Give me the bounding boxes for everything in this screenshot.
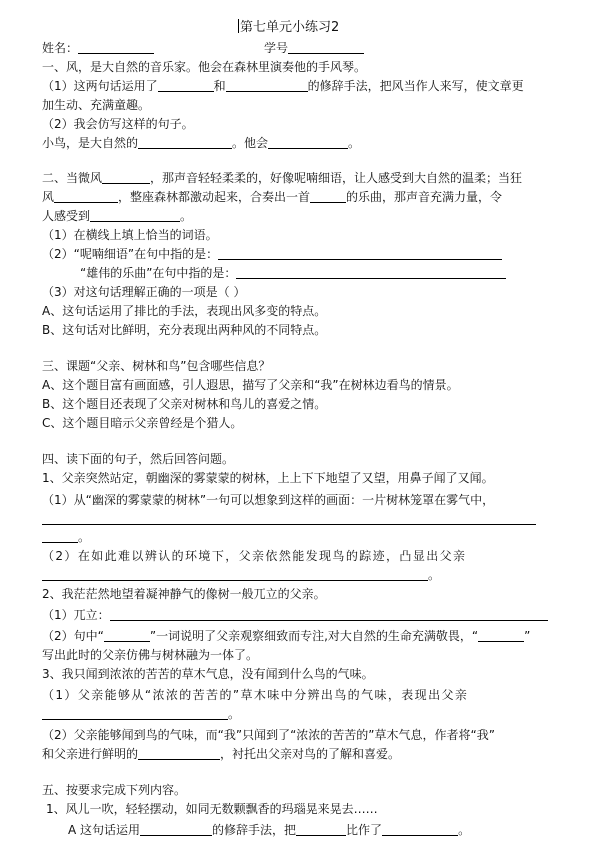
s4-p1-q2-end bbox=[42, 567, 440, 583]
s2-option-a: A、这句话运用了排比的手法，表现出风多变的特点。 bbox=[42, 304, 327, 318]
s4-p1-q2-end-text: 。 bbox=[428, 568, 441, 582]
s3-option-b: B、这个题目还表现了父亲对树林和鸟儿的喜爱之情。 bbox=[42, 397, 327, 411]
name-blank[interactable] bbox=[78, 41, 154, 54]
s5-a-text-d: 。 bbox=[458, 823, 471, 837]
s2-q2b bbox=[80, 265, 506, 281]
s4-p2-q1 bbox=[42, 607, 548, 623]
name-label: 姓名： bbox=[42, 41, 79, 55]
s5-a-text-b: 的修辞手法，把 bbox=[212, 823, 297, 837]
s4-p1-q1-end-text: 。 bbox=[78, 530, 91, 544]
s1-q2-line bbox=[42, 135, 360, 151]
s4-p1: 1、父亲突然站定，朝幽深的雾蒙蒙的树林，上上下下地望了又望，用鼻子闻了又闻。 bbox=[42, 471, 494, 485]
s4-p3-q2-blank[interactable] bbox=[138, 747, 220, 760]
text-cursor bbox=[238, 19, 239, 33]
s2-text-e: 的乐曲，那声音充满力量，令 bbox=[346, 190, 503, 204]
s3-option-c: C、这个题目暗示父亲曾经是个猎人。 bbox=[42, 416, 243, 430]
s4-p3-q2-text-a: 和父亲进行鲜明的 bbox=[42, 747, 139, 761]
s2-q2a-text: （2）“呢喃细语”在句中指的是： bbox=[42, 247, 219, 261]
id-label: 学号 bbox=[264, 41, 289, 55]
s4-p3-q1-end bbox=[42, 706, 240, 722]
s2-q2a bbox=[42, 246, 502, 262]
s4-heading: 四、读下面的句子，然后回答问题。 bbox=[42, 452, 235, 466]
s2-text-a: 二、当微风 bbox=[42, 171, 103, 185]
s2-blank-3[interactable] bbox=[310, 190, 346, 203]
s4-p1-q2-blank[interactable] bbox=[42, 568, 428, 581]
s4-p2: 2、我茫茫然地望着凝神静气的像树一般兀立的父亲。 bbox=[42, 587, 326, 601]
s2-q2b-blank[interactable] bbox=[236, 266, 506, 279]
s2-blank-4[interactable] bbox=[90, 209, 180, 222]
s2-q1: （1）在横线上填上恰当的词语。 bbox=[42, 228, 218, 242]
s4-p2-q2-text-b: ”一词说明了父亲观察细致而专注,对大自然的生命充满敬畏，“ bbox=[149, 629, 479, 643]
s1-q1-cont: 加生动、充满童趣。 bbox=[42, 98, 151, 112]
s2-text-c: 风 bbox=[42, 190, 55, 204]
s2-blank-1[interactable] bbox=[102, 171, 150, 184]
s5-a-blank-3[interactable] bbox=[382, 823, 458, 836]
s5-p1: 1、风儿一吹，轻轻摆动，如同无数颗飘香的玛瑙晃来晃去…… bbox=[46, 802, 378, 816]
s4-p2-q2-text-a: （2）句中“ bbox=[42, 629, 104, 643]
s2-q3: （3）对这句话理解正确的一项是（ ） bbox=[42, 285, 246, 299]
s1-q2-text-b: 。他会 bbox=[232, 136, 269, 150]
s5-a-blank-1[interactable] bbox=[140, 823, 212, 836]
s4-p1-q1-end bbox=[42, 529, 90, 545]
s4-p3-q2-cont bbox=[42, 746, 400, 762]
s1-q1-text-b: 和 bbox=[213, 79, 226, 93]
s1-q2-blank-1[interactable] bbox=[138, 136, 232, 149]
s2-option-b: B、这句话对比鲜明，充分表现出两种风的不同特点。 bbox=[42, 323, 327, 337]
s4-p2-q2-blank-2[interactable] bbox=[478, 629, 524, 642]
s5-a-text-c: 比作了 bbox=[346, 823, 383, 837]
s1-q2-text-a: 小鸟，是大自然的 bbox=[42, 136, 139, 150]
s1-q1-text-c: 的修辞手法，把风当作人来写，使文章更 bbox=[307, 79, 524, 93]
s1-q1-blank-2[interactable] bbox=[226, 79, 308, 92]
s4-p2-q2-blank-1[interactable] bbox=[104, 629, 150, 642]
s1-q2-blank-2[interactable] bbox=[268, 136, 348, 149]
s2-line2 bbox=[42, 189, 502, 205]
s5-a-blank-2[interactable] bbox=[296, 823, 346, 836]
s4-p3-q1-blank[interactable] bbox=[42, 707, 228, 720]
s2-q2a-blank[interactable] bbox=[218, 247, 502, 260]
s2-heading bbox=[42, 170, 522, 186]
s4-p2-q1-blank[interactable] bbox=[110, 608, 548, 621]
id-blank[interactable] bbox=[288, 41, 364, 54]
s4-p3-q1-end-text: 。 bbox=[228, 707, 241, 721]
s4-p1-q1-blank[interactable] bbox=[42, 530, 78, 543]
s4-p1-q2: （2）在如此难以辨认的环境下，父亲依然能发现鸟的踪迹，凸显出父亲 bbox=[42, 549, 467, 563]
page-title bbox=[238, 19, 339, 36]
s2-text-g: 。 bbox=[180, 209, 193, 223]
s4-p3: 3、我只闻到浓浓的苦苦的草木气息，没有闻到什么鸟的气味。 bbox=[42, 667, 374, 681]
s5-a bbox=[68, 822, 470, 838]
id-row bbox=[264, 40, 364, 56]
s4-p2-q2 bbox=[42, 628, 530, 644]
s2-text-f: 人感受到 bbox=[42, 209, 91, 223]
s2-blank-2[interactable] bbox=[54, 190, 118, 203]
s2-text-d: ，整座森林都激动起来，合奏出一首 bbox=[118, 190, 311, 204]
s2-line3 bbox=[42, 208, 192, 224]
s2-text-b: ，那声音轻轻柔柔的，好像呢喃细语，让人感受到大自然的温柔；当狂 bbox=[150, 171, 523, 185]
title-text: 第七单元小练习2 bbox=[240, 20, 340, 35]
name-row bbox=[42, 40, 154, 56]
s4-p1-q1: （1）从“幽深的雾蒙蒙的树林”一句可以想象到这样的画面：一片树林笼罩在雾气中， bbox=[42, 493, 495, 507]
s5-a-text-a: A 这句话运用 bbox=[68, 823, 141, 837]
s1-q2-text-c: 。 bbox=[348, 136, 361, 150]
s1-q1-text-a: （1）这两句话运用了 bbox=[42, 79, 158, 93]
s3-option-a: A、这个题目富有画面感，引人遐思，描写了父亲和“我”在树林边看鸟的情景。 bbox=[42, 378, 459, 392]
s1-heading: 一、风，是大自然的音乐家。他会在森林里演奏他的手风琴。 bbox=[42, 60, 367, 74]
s1-q1-blank-1[interactable] bbox=[158, 79, 214, 92]
s4-p2-q1-text: （1）兀立： bbox=[42, 608, 110, 622]
s4-p2-q2-text-c: ” bbox=[524, 629, 531, 643]
s4-p3-q1: （1）父亲能够从“浓浓的苦苦的”草木味中分辨出鸟的气味，表现出父亲 bbox=[42, 688, 469, 702]
s3-heading: 三、课题“父亲、树林和鸟”包含哪些信息？ bbox=[42, 359, 271, 373]
s4-p3-q2: （2）父亲能够闻到鸟的气味，而“我”只闻到了“浓浓的苦苦的”草木气息，作者将“我” bbox=[42, 728, 495, 742]
s1-q2: （2）我会仿写这样的句子。 bbox=[42, 117, 194, 131]
s5-heading: 五、按要求完成下列内容。 bbox=[42, 783, 187, 797]
s4-p3-q2-text-b: ，衬托出父亲对鸟的了解和喜爱。 bbox=[220, 747, 401, 761]
s2-q2b-text: “雄伟的乐曲”在句中指的是： bbox=[80, 266, 237, 280]
s4-p1-q1-answer-line[interactable] bbox=[42, 524, 536, 525]
s4-p2-q2-cont: 写出此时的父亲仿佛与树林融为一体了。 bbox=[42, 648, 259, 662]
s1-q1 bbox=[42, 78, 524, 94]
